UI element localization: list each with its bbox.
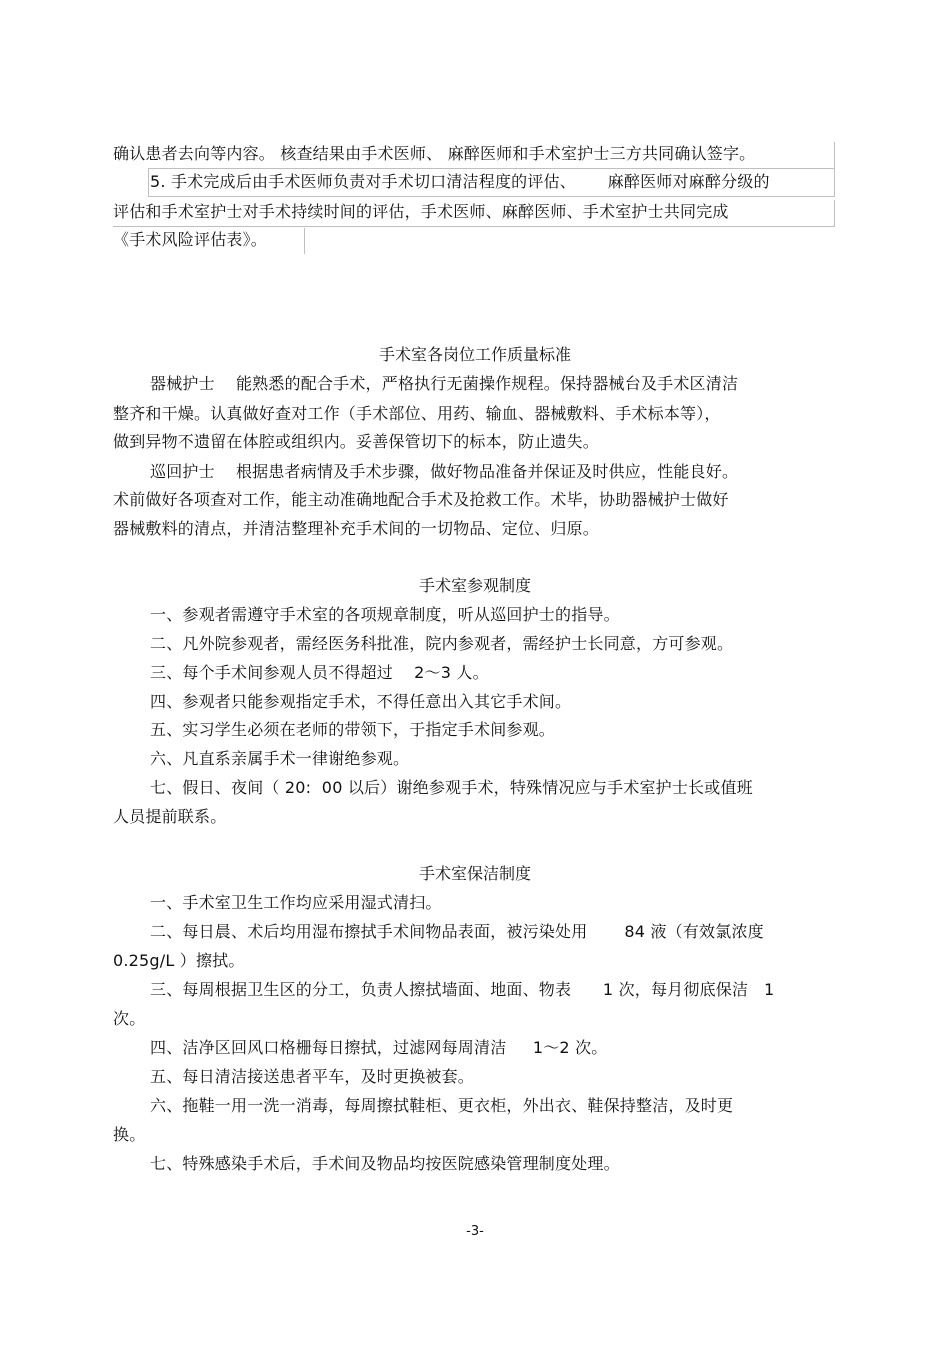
paragraph-line: 器械敷料的清点，并清洁整理补充手术间的一切物品、定位、归原。 xyxy=(113,519,600,538)
rule-line: 六、拖鞋一用一洗一消毒，每周擦拭鞋柜、更衣柜，外出衣、鞋保持整洁，及时更 xyxy=(150,1096,734,1115)
rule-line: 一、手术室卫生工作均应采用湿式清扫。 xyxy=(150,893,442,912)
rule-line: 四、参观者只能参观指定手术，不得任意出入其它手术间。 xyxy=(150,692,572,711)
paragraph-line: 做到异物不遗留在体腔或组织内。妥善保管切下的标本，防止遗失。 xyxy=(113,432,600,451)
rule-line: 五、每日清洁接送患者平车，及时更换被套。 xyxy=(150,1067,475,1086)
section-title: 手术室各岗位工作质量标准 xyxy=(378,345,571,364)
table-border xyxy=(834,200,835,226)
paragraph-line: 整齐和干燥。认真做好查对工作（手术部位、用药、输血、器械敷料、手术标本等）， xyxy=(113,404,721,423)
rule-line: 六、凡直系亲属手术一律谢绝参观。 xyxy=(150,749,410,768)
page-number: -3- xyxy=(466,1224,484,1239)
section-title: 手术室保洁制度 xyxy=(418,864,531,883)
rule-line: 三、每周根据卫生区的分工，负责人擦拭墙面、地面、物表 1 次，每月彻底保洁 1 xyxy=(150,980,775,999)
table-border xyxy=(148,168,835,169)
rule-line: 次。 xyxy=(113,1009,146,1028)
section-title: 手术室参观制度 xyxy=(418,576,531,595)
table-border xyxy=(148,168,149,196)
table-border xyxy=(834,168,835,196)
top-line-3: 评估和手术室护士对手术持续时间的评估，手术医师、麻醉医师、手术室护士共同完成 xyxy=(113,202,729,221)
rule-line: 人员提前联系。 xyxy=(113,807,227,826)
top-line-4: 《手术风险评估表》。 xyxy=(113,230,268,249)
table-border xyxy=(304,228,305,254)
top-line-2: 5. 手术完成后由手术医师负责对手术切口清洁程度的评估、 麻醉医师对麻醉分级的 xyxy=(150,172,770,191)
table-border xyxy=(834,142,835,168)
rule-line: 四、洁净区回风口格栅每日擦拭，过滤网每周清洁 1～2 次。 xyxy=(150,1038,608,1057)
rule-line: 七、特殊感染手术后，手术间及物品均按医院感染管理制度处理。 xyxy=(150,1154,620,1173)
top-line-1: 确认患者去向等内容。 核查结果由手术医师、 麻醉医师和手术室护士三方共同确认签字。 xyxy=(113,144,756,163)
rule-line: 三、每个手术间参观人员不得超过 2～3 人。 xyxy=(150,663,489,682)
rule-line: 七、假日、夜间（ 20: 00 以后）谢绝参观手术，特殊情况应与手术室护士长或值班 xyxy=(150,778,753,797)
rule-line: 二、每日晨、术后均用湿布擦拭手术间物品表面，被污染处用 84 液（有效氯浓度 xyxy=(150,922,764,941)
rule-line: 一、参观者需遵守手术室的各项规章制度，听从巡回护士的指导。 xyxy=(150,605,620,624)
paragraph-line: 术前做好各项查对工作，能主动准确地配合手术及抢救工作。术毕，协助器械护士做好 xyxy=(113,490,729,509)
paragraph-line: 巡回护士 根据患者病情及手术步骤，做好物品准备并保证及时供应，性能良好。 xyxy=(150,462,739,481)
rule-line: 五、实习学生必须在老师的带领下，于指定手术间参观。 xyxy=(150,720,556,739)
rule-line: 换。 xyxy=(113,1125,146,1144)
rule-line: 二、凡外院参观者，需经医务科批准，院内参观者，需经护士长同意，方可参观。 xyxy=(150,634,734,653)
rule-line: 0.25g/L ）擦拭。 xyxy=(113,951,245,970)
table-border xyxy=(148,196,835,197)
table-border xyxy=(113,226,835,227)
paragraph-line: 器械护士 能熟悉的配合手术，严格执行无菌操作规程。保持器械台及手术区清洁 xyxy=(150,374,739,393)
